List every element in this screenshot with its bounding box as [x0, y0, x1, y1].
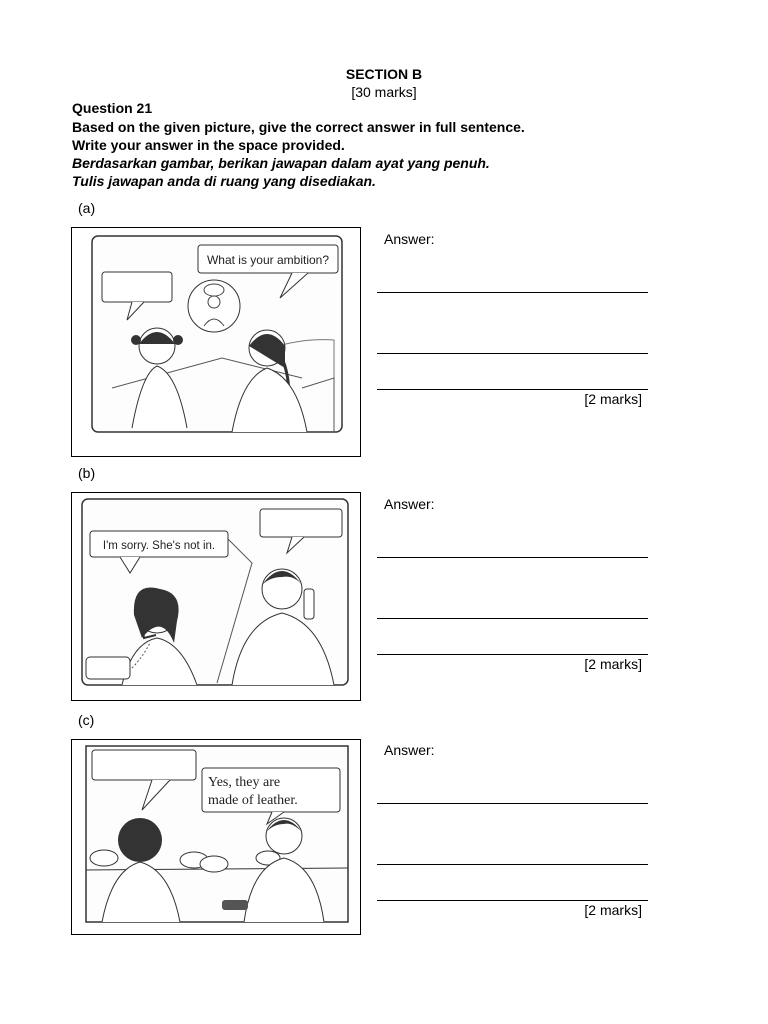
part-b-marks: [2 marks]	[584, 656, 642, 672]
part-c-bubble-text-line-2: made of leather.	[208, 793, 298, 808]
part-a-label: (a)	[78, 200, 96, 216]
part-a-illustration	[72, 228, 360, 456]
part-c-label: (c)	[78, 712, 95, 728]
part-a-answer-line-3[interactable]	[377, 389, 648, 390]
part-c-answer-line-2[interactable]	[377, 864, 648, 865]
section-title: SECTION B	[345, 66, 423, 82]
part-b-answer-line-2[interactable]	[377, 618, 648, 619]
part-a-answer-line-2[interactable]	[377, 353, 648, 354]
part-b-answer-line-1[interactable]	[377, 557, 648, 558]
part-b-answer-label: Answer:	[384, 496, 435, 512]
part-c-bubble-text-line-1: Yes, they are	[208, 775, 281, 790]
part-b-answer-line-3[interactable]	[377, 654, 648, 655]
part-c-answer-line-1[interactable]	[377, 803, 648, 804]
part-a-marks: [2 marks]	[584, 391, 642, 407]
question-title: Question 21	[72, 100, 153, 116]
part-a-picture	[71, 227, 361, 457]
instruction-line-3: Berdasarkan gambar, berikan jawapan dalam ayat yang penuh.	[72, 155, 490, 171]
part-b-bubble-text: I'm sorry. She's not in.	[102, 540, 216, 552]
section-marks: [30 marks]	[351, 84, 417, 100]
part-b-label: (b)	[78, 465, 96, 481]
part-c-picture	[71, 739, 361, 935]
part-a-bubble-text: What is your ambition?	[206, 253, 330, 267]
part-c-marks: [2 marks]	[584, 902, 642, 918]
part-c-illustration	[72, 740, 360, 934]
part-a-answer-label: Answer:	[384, 231, 435, 247]
part-b-illustration	[72, 493, 360, 700]
part-a-answer-line-1[interactable]	[377, 292, 648, 293]
part-b-picture	[71, 492, 361, 701]
part-c-answer-line-3[interactable]	[377, 900, 648, 901]
part-c-answer-label: Answer:	[384, 742, 435, 758]
instruction-line-4: Tulis jawapan anda di ruang yang disediakan.	[72, 173, 376, 189]
instruction-line-1: Based on the given picture, give the correct answer in full sentence.	[72, 119, 525, 135]
instruction-line-2: Write your answer in the space provided.	[72, 137, 345, 153]
